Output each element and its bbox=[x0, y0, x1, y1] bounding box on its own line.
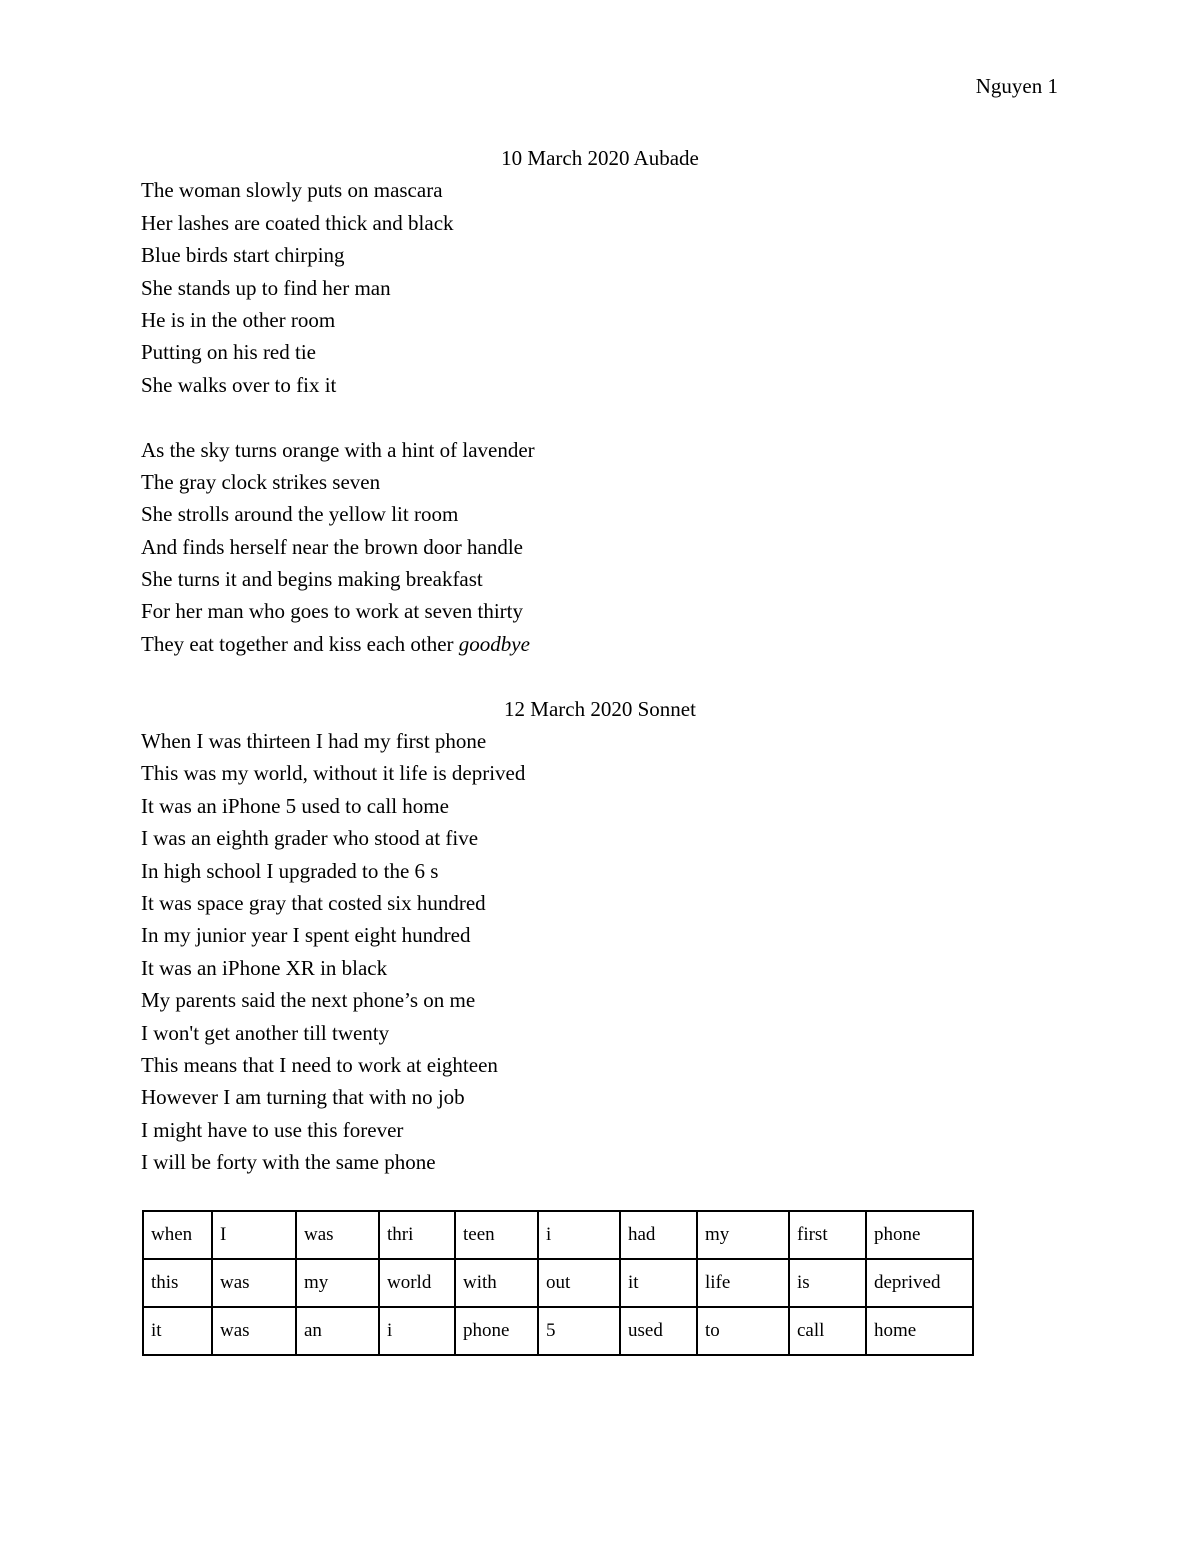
table-cell: I bbox=[212, 1211, 296, 1259]
aubade-stanza-1 bbox=[141, 174, 1061, 401]
poem-line: The woman slowly puts on mascara bbox=[141, 178, 443, 203]
page-header: Nguyen 1 bbox=[975, 74, 1058, 98]
section-break bbox=[141, 660, 1061, 692]
table-cell: it bbox=[620, 1259, 697, 1307]
sonnet-body bbox=[141, 725, 1061, 1178]
table-cell: i bbox=[379, 1307, 455, 1355]
poem-line: This was my world, without it life is deprived bbox=[141, 761, 526, 786]
poem-line: It was space gray that costed six hundred bbox=[141, 890, 486, 915]
poem-line: Putting on his red tie bbox=[141, 340, 316, 365]
poem-line: In high school I upgraded to the 6 s bbox=[141, 858, 439, 883]
sonnet-title: 12 March 2020 Sonnet bbox=[504, 696, 696, 721]
table-cell: teen bbox=[455, 1211, 538, 1259]
poem-line: When I was thirteen I had my first phone bbox=[141, 729, 487, 754]
table-cell: used bbox=[620, 1307, 697, 1355]
table-cell: my bbox=[697, 1211, 789, 1259]
poem-line: As the sky turns orange with a hint of lavender bbox=[141, 437, 535, 462]
table-cell: life bbox=[697, 1259, 789, 1307]
table-cell: first bbox=[789, 1211, 866, 1259]
poem-line: Her lashes are coated thick and black bbox=[141, 210, 454, 235]
table-cell: was bbox=[212, 1307, 296, 1355]
table-cell: an bbox=[296, 1307, 379, 1355]
table-cell: thri bbox=[379, 1211, 455, 1259]
poem-line: For her man who goes to work at seven thirty bbox=[141, 599, 524, 624]
aubade-title: 10 March 2020 Aubade bbox=[501, 146, 699, 170]
table-cell: home bbox=[866, 1307, 973, 1355]
table-cell: i bbox=[538, 1211, 620, 1259]
poem-line: However I am turning that with no job bbox=[141, 1085, 465, 1110]
table-cell: call bbox=[789, 1307, 866, 1355]
poem-line: She strolls around the yellow lit room bbox=[141, 502, 459, 527]
table-cell: world bbox=[379, 1259, 455, 1307]
table-cell: this bbox=[143, 1259, 212, 1307]
last-line-text: They eat together and kiss each other bbox=[141, 631, 459, 656]
table-row bbox=[143, 1211, 973, 1259]
last-line-italic-word: goodbye bbox=[458, 631, 530, 656]
poem-line: Blue birds start chirping bbox=[141, 243, 345, 268]
poem-line: I won't get another till twenty bbox=[141, 1020, 390, 1045]
table-cell: was bbox=[296, 1211, 379, 1259]
aubade-stanza-2 bbox=[141, 434, 1061, 661]
poem-line: I will be forty with the same phone bbox=[141, 1150, 436, 1175]
table-cell: phone bbox=[455, 1307, 538, 1355]
poem-line: And finds herself near the brown door handle bbox=[141, 534, 523, 559]
table-cell: to bbox=[697, 1307, 789, 1355]
poem-line: My parents said the next phone’s on me bbox=[141, 988, 476, 1013]
table-cell: my bbox=[296, 1259, 379, 1307]
table-row bbox=[143, 1259, 973, 1307]
table-cell: 5 bbox=[538, 1307, 620, 1355]
poem-line: She walks over to fix it bbox=[141, 372, 337, 397]
document-body bbox=[141, 142, 1061, 1356]
table-cell: is bbox=[789, 1259, 866, 1307]
table-cell: deprived bbox=[866, 1259, 973, 1307]
table-cell: it bbox=[143, 1307, 212, 1355]
poem-line: This means that I need to work at eighteen bbox=[141, 1052, 498, 1077]
table-cell: was bbox=[212, 1259, 296, 1307]
poem-line: I might have to use this forever bbox=[141, 1117, 404, 1142]
poem-line-last bbox=[141, 628, 1061, 660]
poem-line: It was an iPhone XR in black bbox=[141, 955, 388, 980]
poem-line: I was an eighth grader who stood at five bbox=[141, 826, 479, 851]
poem-line: It was an iPhone 5 used to call home bbox=[141, 793, 449, 818]
table-cell: had bbox=[620, 1211, 697, 1259]
table-cell: phone bbox=[866, 1211, 973, 1259]
table-cell: out bbox=[538, 1259, 620, 1307]
poem-line: She stands up to find her man bbox=[141, 275, 391, 300]
table-cell: when bbox=[143, 1211, 212, 1259]
stanza-break bbox=[141, 401, 1061, 433]
syllable-table bbox=[142, 1210, 974, 1356]
table-cell: with bbox=[455, 1259, 538, 1307]
table-row bbox=[143, 1307, 973, 1355]
poem-line: She turns it and begins making breakfast bbox=[141, 567, 483, 592]
poem-line: The gray clock strikes seven bbox=[141, 469, 381, 494]
poem-line: He is in the other room bbox=[141, 307, 336, 332]
poem-line: In my junior year I spent eight hundred bbox=[141, 923, 471, 948]
